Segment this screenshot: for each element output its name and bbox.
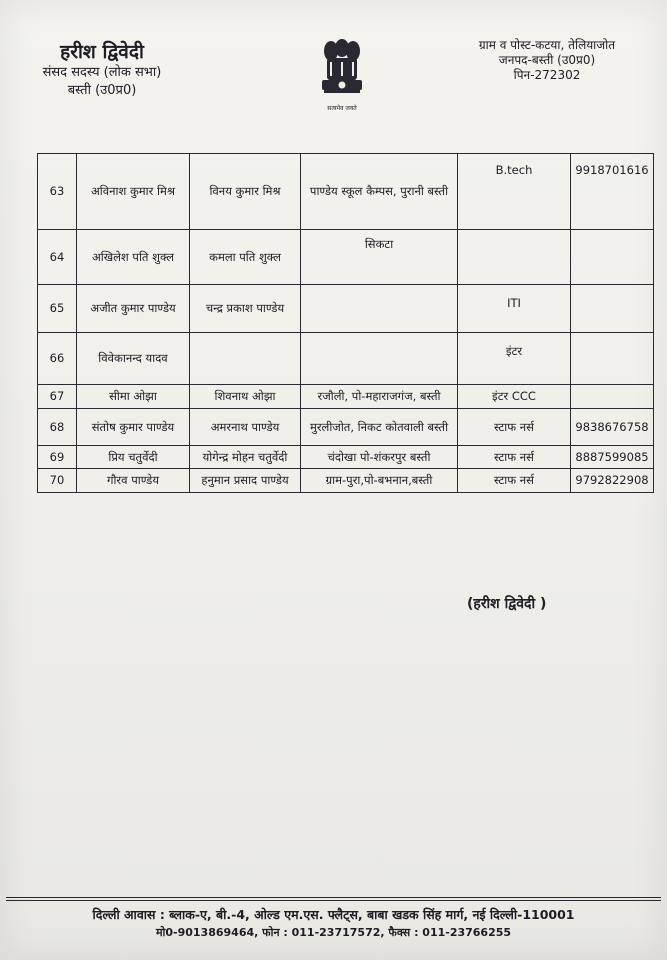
phone-number-cell [571,230,654,285]
row-number-cell: 64 [38,230,77,285]
candidate-name-cell: संतोष कुमार पाण्डेय [77,409,190,446]
row-number-cell: 66 [38,333,77,385]
signature: (हरीश द्विवेदी ) [467,596,547,612]
letterhead-right [437,38,657,83]
qualification-cell: स्टाफ नर्स [458,409,571,446]
pin-code: पिन-272302 [513,68,581,82]
phone-number-cell: 9918701616 [571,154,654,230]
table-row [38,409,654,446]
qualification-cell: ITI [458,285,571,333]
address-line-1: ग्राम व पोस्ट-कटया, तेलियाजोत [478,38,616,52]
candidate-table [37,153,654,493]
contact-numbers: मो0-9013869464, फोन : 011-23717572, फैक्स : 011-23766255 [155,926,512,939]
delhi-address: दिल्ली आवास : ब्लाक-ए, बी.-4, ओल्ड एम.एस. फ्लैट्स, बाबा खडक सिंह मार्ग, नई दिल्ली-110001 [92,907,575,922]
letterhead-left [22,40,182,100]
national-emblem-icon [316,34,368,124]
father-name-cell: चन्द्र प्रकाश पाण्डेय [190,285,301,333]
footer-divider-thin [6,900,661,901]
phone-number-cell: 9838676758 [571,409,654,446]
row-number-cell: 63 [38,154,77,230]
table-row [38,385,654,409]
address-cell: मुरलीजोत, निकट कोतवाली बस्ती [301,409,458,446]
phone-number-cell [571,385,654,409]
row-number-cell: 67 [38,385,77,409]
phone-number-cell [571,285,654,333]
address-cell: पाण्डेय स्कूल कैम्पस, पुरानी बस्ती [301,154,458,230]
candidate-name-cell: विवेकानन्द यादव [77,333,190,385]
qualification-cell: B.tech [458,154,571,230]
phone-number-cell [571,333,654,385]
table-row [38,285,654,333]
candidate-name-cell: अखिलेश पति शुक्ल [77,230,190,285]
qualification-cell: स्टाफ नर्स [458,469,571,493]
row-number-cell: 69 [38,446,77,469]
qualification-cell: इंटर CCC [458,385,571,409]
candidate-name-cell: अविनाश कुमार मिश्र [77,154,190,230]
table-row [38,333,654,385]
row-number-cell: 65 [38,285,77,333]
father-name-cell [190,333,301,385]
qualification-cell: स्टाफ नर्स [458,446,571,469]
emblem-motto: सत्यमेव जयते [327,105,357,112]
qualification-cell: इंटर [458,333,571,385]
mp-constituency: बस्ती (उ0प्र0) [67,83,137,98]
qualification-cell [458,230,571,285]
father-name-cell: हनुमान प्रसाद पाण्डेय [190,469,301,493]
father-name-cell: कमला पति शुक्ल [190,230,301,285]
father-name-cell: अमरनाथ पाण्डेय [190,409,301,446]
row-number-cell: 68 [38,409,77,446]
father-name-cell: विनय कुमार मिश्र [190,154,301,230]
address-cell: रजौली, पो-महाराजगंज, बस्ती [301,385,458,409]
address-cell: सिकटा [301,230,458,285]
mp-designation: संसद सदस्य (लोक सभा) [42,65,162,80]
address-cell: ग्राम-पुरा,पो-बभनान,बस्ती [301,469,458,493]
address-cell [301,333,458,385]
row-number-cell: 70 [38,469,77,493]
table-row [38,446,654,469]
father-name-cell: योगेन्द्र मोहन चतुर्वेदी [190,446,301,469]
address-cell: चंदोखा पो-शंकरपुर बस्ती [301,446,458,469]
table-row [38,230,654,285]
candidate-name-cell: अजीत कुमार पाण्डेय [77,285,190,333]
candidate-name-cell: सीमा ओझा [77,385,190,409]
address-line-2: जनपद-बस्ती (उ0प्र0) [498,53,596,67]
phone-number-cell: 9792822908 [571,469,654,493]
candidate-name-cell: प्रिय चतुर्वेदी [77,446,190,469]
mp-name: हरीश द्विवेदी [60,41,144,63]
table-row [38,154,654,230]
footer-divider [6,897,661,898]
table-row [38,469,654,493]
father-name-cell: शिवनाथ ओझा [190,385,301,409]
address-cell [301,285,458,333]
candidate-name-cell: गौरव पाण्डेय [77,469,190,493]
phone-number-cell: 8887599085 [571,446,654,469]
